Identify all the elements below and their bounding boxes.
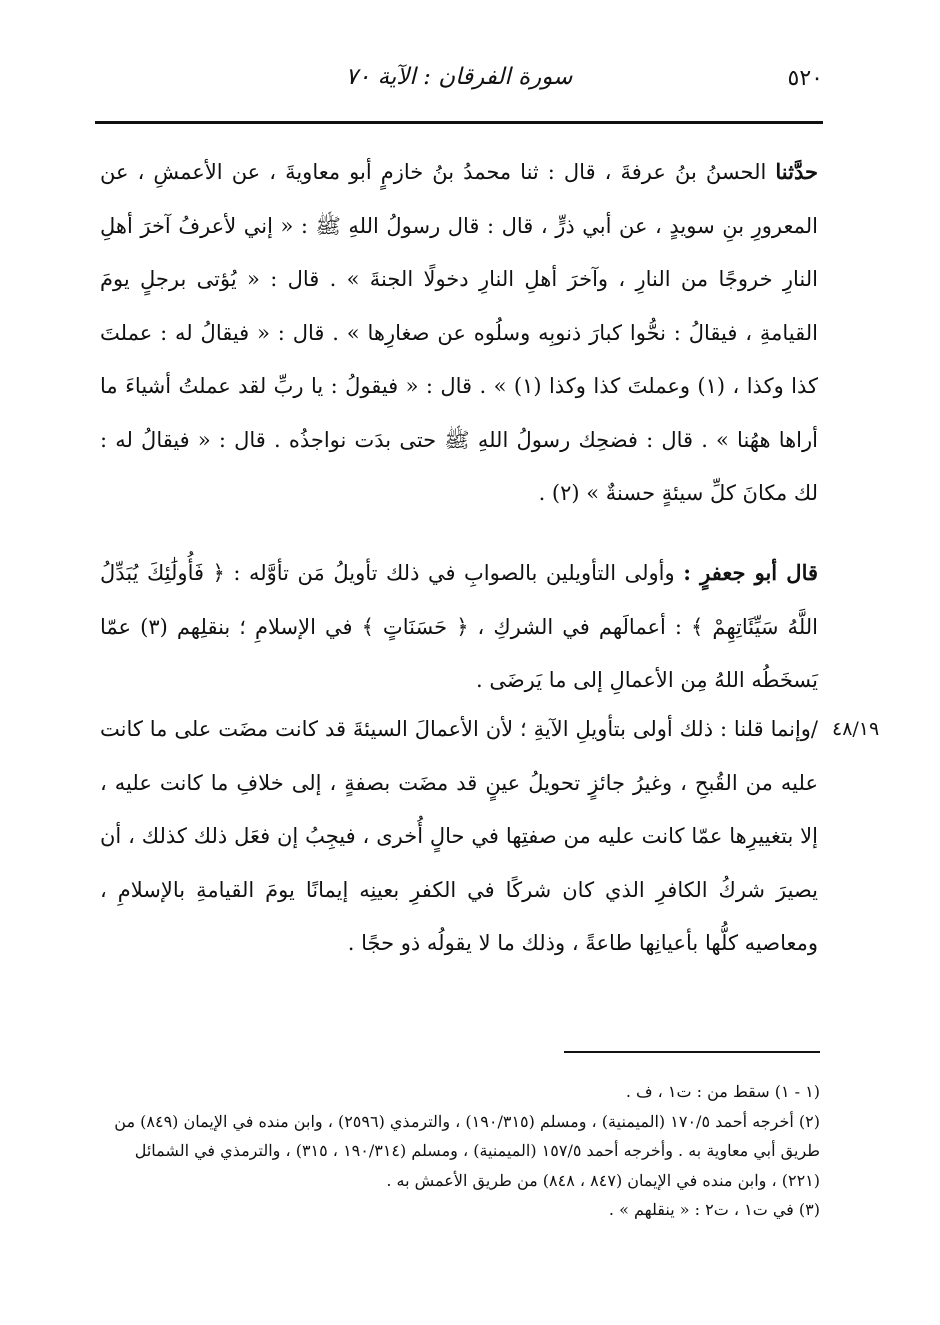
footnote-rule: [564, 1051, 820, 1053]
page-number: ٥٢٠: [787, 66, 823, 91]
argument-paragraph: [100, 703, 818, 971]
hadith-paragraph: [100, 145, 818, 521]
page-header: [95, 62, 823, 108]
footnote-3: (٣) في ت١ ، ت٢ : « ينقلهم » .: [608, 1200, 820, 1219]
footnotes: [108, 1077, 820, 1225]
footnote-1: (١ - ١) سقط من : ت١ ، ف .: [625, 1082, 820, 1101]
running-title: سورة الفرقان : الآية ٧٠: [345, 64, 573, 90]
paragraph-lead: قال أبو جعفرٍ :: [683, 560, 819, 585]
commentary-paragraph: [100, 546, 818, 708]
paragraph-text: /وإنما قلنا : ذلك أولى بتأويلِ الآيةِ ؛ لأن الأعمالَ السيئةَ قد كانت مضَت على ما كانت عليه من القُبحِ ، وغيرُ جائزٍ تحويلُ عينٍ قد مضَت بصفةٍ ، إلى خلافِ ما كانت عليه ، إلا بتغييرِها عمّا كانت عليه من صفتِها في حالٍ أُخرى ، فيجِبُ إن فعَل ذلك كذلك ، أن يصيرَ شركُ الكافرِ الذي كان شركًا في الكفرِ بعينِه إيمانًا يومَ القيامةِ بالإسلامِ ، ومعاصيه كلُّها بأعيانِها طاعةً ، وذلك ما لا يقولُه ذو حجًا .: [100, 717, 818, 955]
margin-reference: ٤٨/١٩: [832, 718, 880, 740]
header-rule: [95, 121, 823, 124]
paragraph-lead: حدَّثنا: [775, 159, 818, 184]
paragraph-text: وأولى التأويلين بالصوابِ في ذلك تأويلُ مَن تأوَّله : ﴿ فَأُولَٰئِكَ يُبَدِّلُ اللَّهُ سَيِّئَاتِهِمْ ﴾ : أعمالَهم في الشركِ ، ﴿ حَسَنَاتٍ ﴾ في الإسلامِ ؛ بنقلِهم (٣) عمّا يَسخَطُه اللهُ مِن الأعمالِ إلى ما يَرضَى .: [100, 561, 818, 692]
footnote-2: (٢) أخرجه أحمد ١٧٠/٥ (الميمنية) ، ومسلم (١٩٠/٣١٥) ، والترمذي (٢٥٩٦) ، وابن منده في الإيمان (٨٤٩) من طريق أبي معاوية به . وأخرجه أحمد ١٥٧/٥ (الميمنية) ، ومسلم (١٩٠/٣١٤ ، ٣١٥) ، والترمذي في الشمائل (٢٢١) ، وابن منده في الإيمان (٨٤٧ ، ٨٤٨) من طريق الأعمش به .: [114, 1111, 820, 1190]
paragraph-text: الحسنُ بنُ عرفةَ ، قال : ثنا محمدُ بنُ خازمٍ أبو معاويةَ ، عن الأعمشِ ، عن المعرورِ بنِ سويدٍ ، عن أبي ذرٍّ ، قال : قال رسولُ اللهِ ﷺ : « إني لأعرفُ آخرَ أهلِ النارِ خروجًا من النارِ ، وآخرَ أهلِ النارِ دخولًا الجنةَ » . قال : « يُؤتى برجلٍ يومَ القيامةِ ، فيقالُ : نحُّوا كبارَ ذنوبِه وسلُوه عن صغارِها » . قال : « فيقالُ له : عملتَ كذا وكذا ، (١) وعملتَ كذا وكذا (١) » . قال : « فيقولُ : يا ربِّ لقد عملتُ أشياءَ ما أراها ههُنا » . قال : فضحِك رسولُ اللهِ ﷺ حتى بدَت نواجذُه . قال : « فيقالُ له : لك مكانَ كلِّ سيئةٍ حسنةٌ » (٢) .: [100, 160, 818, 505]
